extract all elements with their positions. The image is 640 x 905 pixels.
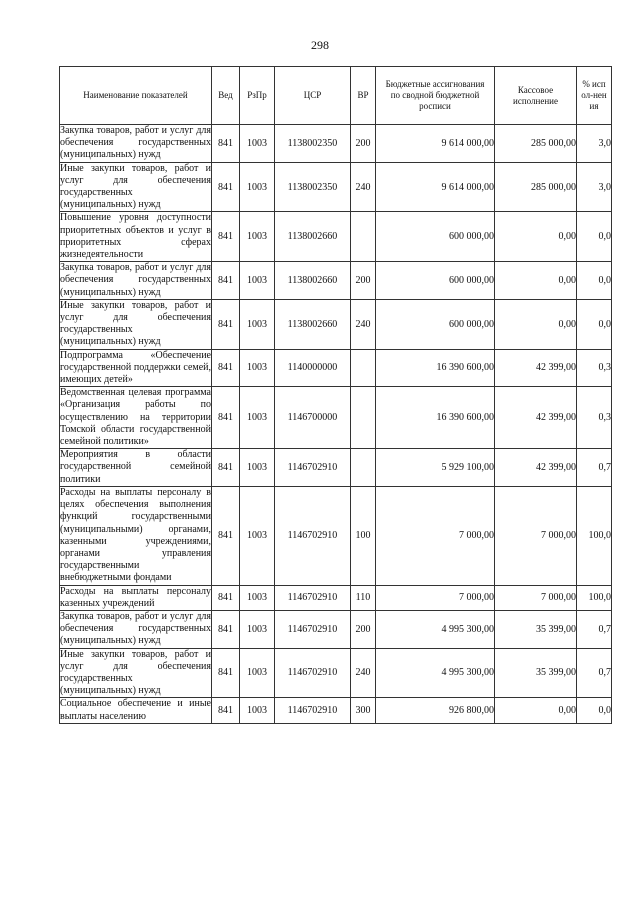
cell-vr: 200 <box>351 125 376 163</box>
header-ved: Вед <box>212 67 240 125</box>
cell-csr: 1146702910 <box>275 648 351 698</box>
cell-vr: 200 <box>351 262 376 300</box>
cell-assignments: 16 390 600,00 <box>376 387 495 449</box>
cell-cash-execution: 7 000,00 <box>495 585 577 610</box>
cell-percent: 0,7 <box>577 610 612 648</box>
cell-ved: 841 <box>212 387 240 449</box>
cell-csr: 1138002350 <box>275 125 351 163</box>
cell-csr: 1140000000 <box>275 349 351 387</box>
cell-assignments: 600 000,00 <box>376 262 495 300</box>
cell-name: Закупка товаров, работ и услуг для обеспечения государственных (муниципальных) нужд <box>60 125 211 161</box>
cell-csr: 1138002660 <box>275 212 351 262</box>
cell-assignments: 4 995 300,00 <box>376 610 495 648</box>
cell-vr: 240 <box>351 162 376 212</box>
cell-vr <box>351 387 376 449</box>
cell-percent: 0,7 <box>577 449 612 487</box>
cell-cash-execution: 35 399,00 <box>495 610 577 648</box>
cell-cash-execution: 0,00 <box>495 262 577 300</box>
cell-cash-execution: 0,00 <box>495 299 577 349</box>
cell-rzpr: 1003 <box>240 486 275 585</box>
cell-name: Расходы на выплаты персоналу в целях обеспечения выполнения функций государственными (муниципальными) органами, казенными учреждениями, органами управления государственными внебюджетными фондами <box>60 486 211 584</box>
table-row <box>60 387 612 449</box>
cell-assignments: 9 614 000,00 <box>376 125 495 163</box>
cell-percent: 0,0 <box>577 698 612 723</box>
table-row <box>60 585 612 610</box>
cell-assignments: 600 000,00 <box>376 299 495 349</box>
header-percent: % испол-нения <box>577 67 612 125</box>
table-body <box>60 125 612 724</box>
cell-rzpr: 1003 <box>240 299 275 349</box>
cell-percent: 100,0 <box>577 486 612 585</box>
cell-assignments: 5 929 100,00 <box>376 449 495 487</box>
cell-csr: 1146702910 <box>275 698 351 723</box>
cell-ved: 841 <box>212 162 240 212</box>
cell-csr: 1138002350 <box>275 162 351 212</box>
cell-vr: 110 <box>351 585 376 610</box>
cell-percent: 3,0 <box>577 125 612 163</box>
cell-name: Ведомственная целевая программа «Организация работы по осуществлению на территории Томской области государственной семейной политики» <box>60 387 211 448</box>
budget-table <box>59 66 612 724</box>
cell-csr: 1146700000 <box>275 387 351 449</box>
cell-vr <box>351 349 376 387</box>
cell-name: Закупка товаров, работ и услуг для обеспечения государственных (муниципальных) нужд <box>60 610 211 647</box>
cell-percent: 0,7 <box>577 648 612 698</box>
cell-csr: 1138002660 <box>275 299 351 349</box>
table-row <box>60 349 612 387</box>
cell-name: Подпрограмма «Обеспечение государственной поддержки семей, имеющих детей» <box>60 349 211 386</box>
cell-name: Иные закупки товаров, работ и услуг для обеспечения государственных (муниципальных) нужд <box>60 162 211 211</box>
cell-assignments: 7 000,00 <box>376 486 495 585</box>
header-rzpr: РзПр <box>240 67 275 125</box>
table-row <box>60 162 612 212</box>
cell-vr <box>351 212 376 262</box>
cell-rzpr: 1003 <box>240 212 275 262</box>
cell-percent: 100,0 <box>577 585 612 610</box>
cell-vr: 240 <box>351 648 376 698</box>
cell-ved: 841 <box>212 349 240 387</box>
cell-rzpr: 1003 <box>240 610 275 648</box>
cell-rzpr: 1003 <box>240 585 275 610</box>
table-row <box>60 610 612 648</box>
cell-cash-execution: 285 000,00 <box>495 162 577 212</box>
cell-csr: 1146702910 <box>275 610 351 648</box>
cell-name: Повышение уровня доступности приоритетных объектов и услуг в приоритетных сферах жизнедеятельности <box>60 212 211 261</box>
cell-name: Закупка товаров, работ и услуг для обеспечения государственных (муниципальных) нужд <box>60 262 211 298</box>
cell-vr: 300 <box>351 698 376 723</box>
cell-name: Социальное обеспечение и иные выплаты населению <box>60 698 211 722</box>
cell-rzpr: 1003 <box>240 349 275 387</box>
header-cash-execution: Кассовое исполнение <box>495 67 577 125</box>
cell-rzpr: 1003 <box>240 698 275 723</box>
cell-cash-execution: 35 399,00 <box>495 648 577 698</box>
cell-rzpr: 1003 <box>240 162 275 212</box>
cell-assignments: 9 614 000,00 <box>376 162 495 212</box>
cell-cash-execution: 7 000,00 <box>495 486 577 585</box>
cell-vr <box>351 449 376 487</box>
cell-cash-execution: 285 000,00 <box>495 125 577 163</box>
cell-ved: 841 <box>212 212 240 262</box>
cell-cash-execution: 0,00 <box>495 698 577 723</box>
cell-percent: 0,0 <box>577 299 612 349</box>
cell-vr: 200 <box>351 610 376 648</box>
cell-cash-execution: 0,00 <box>495 212 577 262</box>
table-row <box>60 698 612 723</box>
cell-percent: 0,3 <box>577 349 612 387</box>
cell-percent: 0,0 <box>577 262 612 300</box>
cell-rzpr: 1003 <box>240 648 275 698</box>
header-csr: ЦСР <box>275 67 351 125</box>
cell-name: Иные закупки товаров, работ и услуг для обеспечения государственных (муниципальных) нужд <box>60 648 211 697</box>
cell-vr: 100 <box>351 486 376 585</box>
cell-csr: 1146702910 <box>275 585 351 610</box>
cell-rzpr: 1003 <box>240 449 275 487</box>
table-row <box>60 486 612 585</box>
cell-percent: 0,0 <box>577 212 612 262</box>
table-row <box>60 648 612 698</box>
cell-ved: 841 <box>212 262 240 300</box>
header-name: Наименование показателей <box>60 67 212 125</box>
header-vr: ВР <box>351 67 376 125</box>
table-row <box>60 299 612 349</box>
table-row <box>60 125 612 163</box>
cell-rzpr: 1003 <box>240 125 275 163</box>
header-assignments: Бюджетные ассигнования по сводной бюджетной росписи <box>376 67 495 125</box>
page-number: 298 <box>311 38 329 52</box>
cell-cash-execution: 42 399,00 <box>495 349 577 387</box>
cell-ved: 841 <box>212 125 240 163</box>
cell-assignments: 926 800,00 <box>376 698 495 723</box>
cell-rzpr: 1003 <box>240 387 275 449</box>
table-header-row <box>60 67 612 125</box>
cell-csr: 1146702910 <box>275 486 351 585</box>
cell-ved: 841 <box>212 610 240 648</box>
cell-ved: 841 <box>212 449 240 487</box>
cell-percent: 0,3 <box>577 387 612 449</box>
cell-assignments: 16 390 600,00 <box>376 349 495 387</box>
cell-assignments: 7 000,00 <box>376 585 495 610</box>
cell-ved: 841 <box>212 585 240 610</box>
cell-name: Мероприятия в области государственной семейной политики <box>60 449 211 485</box>
cell-csr: 1138002660 <box>275 262 351 300</box>
cell-ved: 841 <box>212 648 240 698</box>
table-row <box>60 212 612 262</box>
cell-rzpr: 1003 <box>240 262 275 300</box>
table-row <box>60 449 612 487</box>
cell-csr: 1146702910 <box>275 449 351 487</box>
cell-ved: 841 <box>212 698 240 723</box>
cell-cash-execution: 42 399,00 <box>495 449 577 487</box>
cell-name: Иные закупки товаров, работ и услуг для обеспечения государственных (муниципальных) нужд <box>60 299 211 348</box>
table-row <box>60 262 612 300</box>
cell-cash-execution: 42 399,00 <box>495 387 577 449</box>
cell-ved: 841 <box>212 299 240 349</box>
cell-percent: 3,0 <box>577 162 612 212</box>
cell-vr: 240 <box>351 299 376 349</box>
cell-assignments: 4 995 300,00 <box>376 648 495 698</box>
cell-name: Расходы на выплаты персоналу казенных учреждений <box>60 585 211 609</box>
cell-assignments: 600 000,00 <box>376 212 495 262</box>
cell-ved: 841 <box>212 486 240 585</box>
